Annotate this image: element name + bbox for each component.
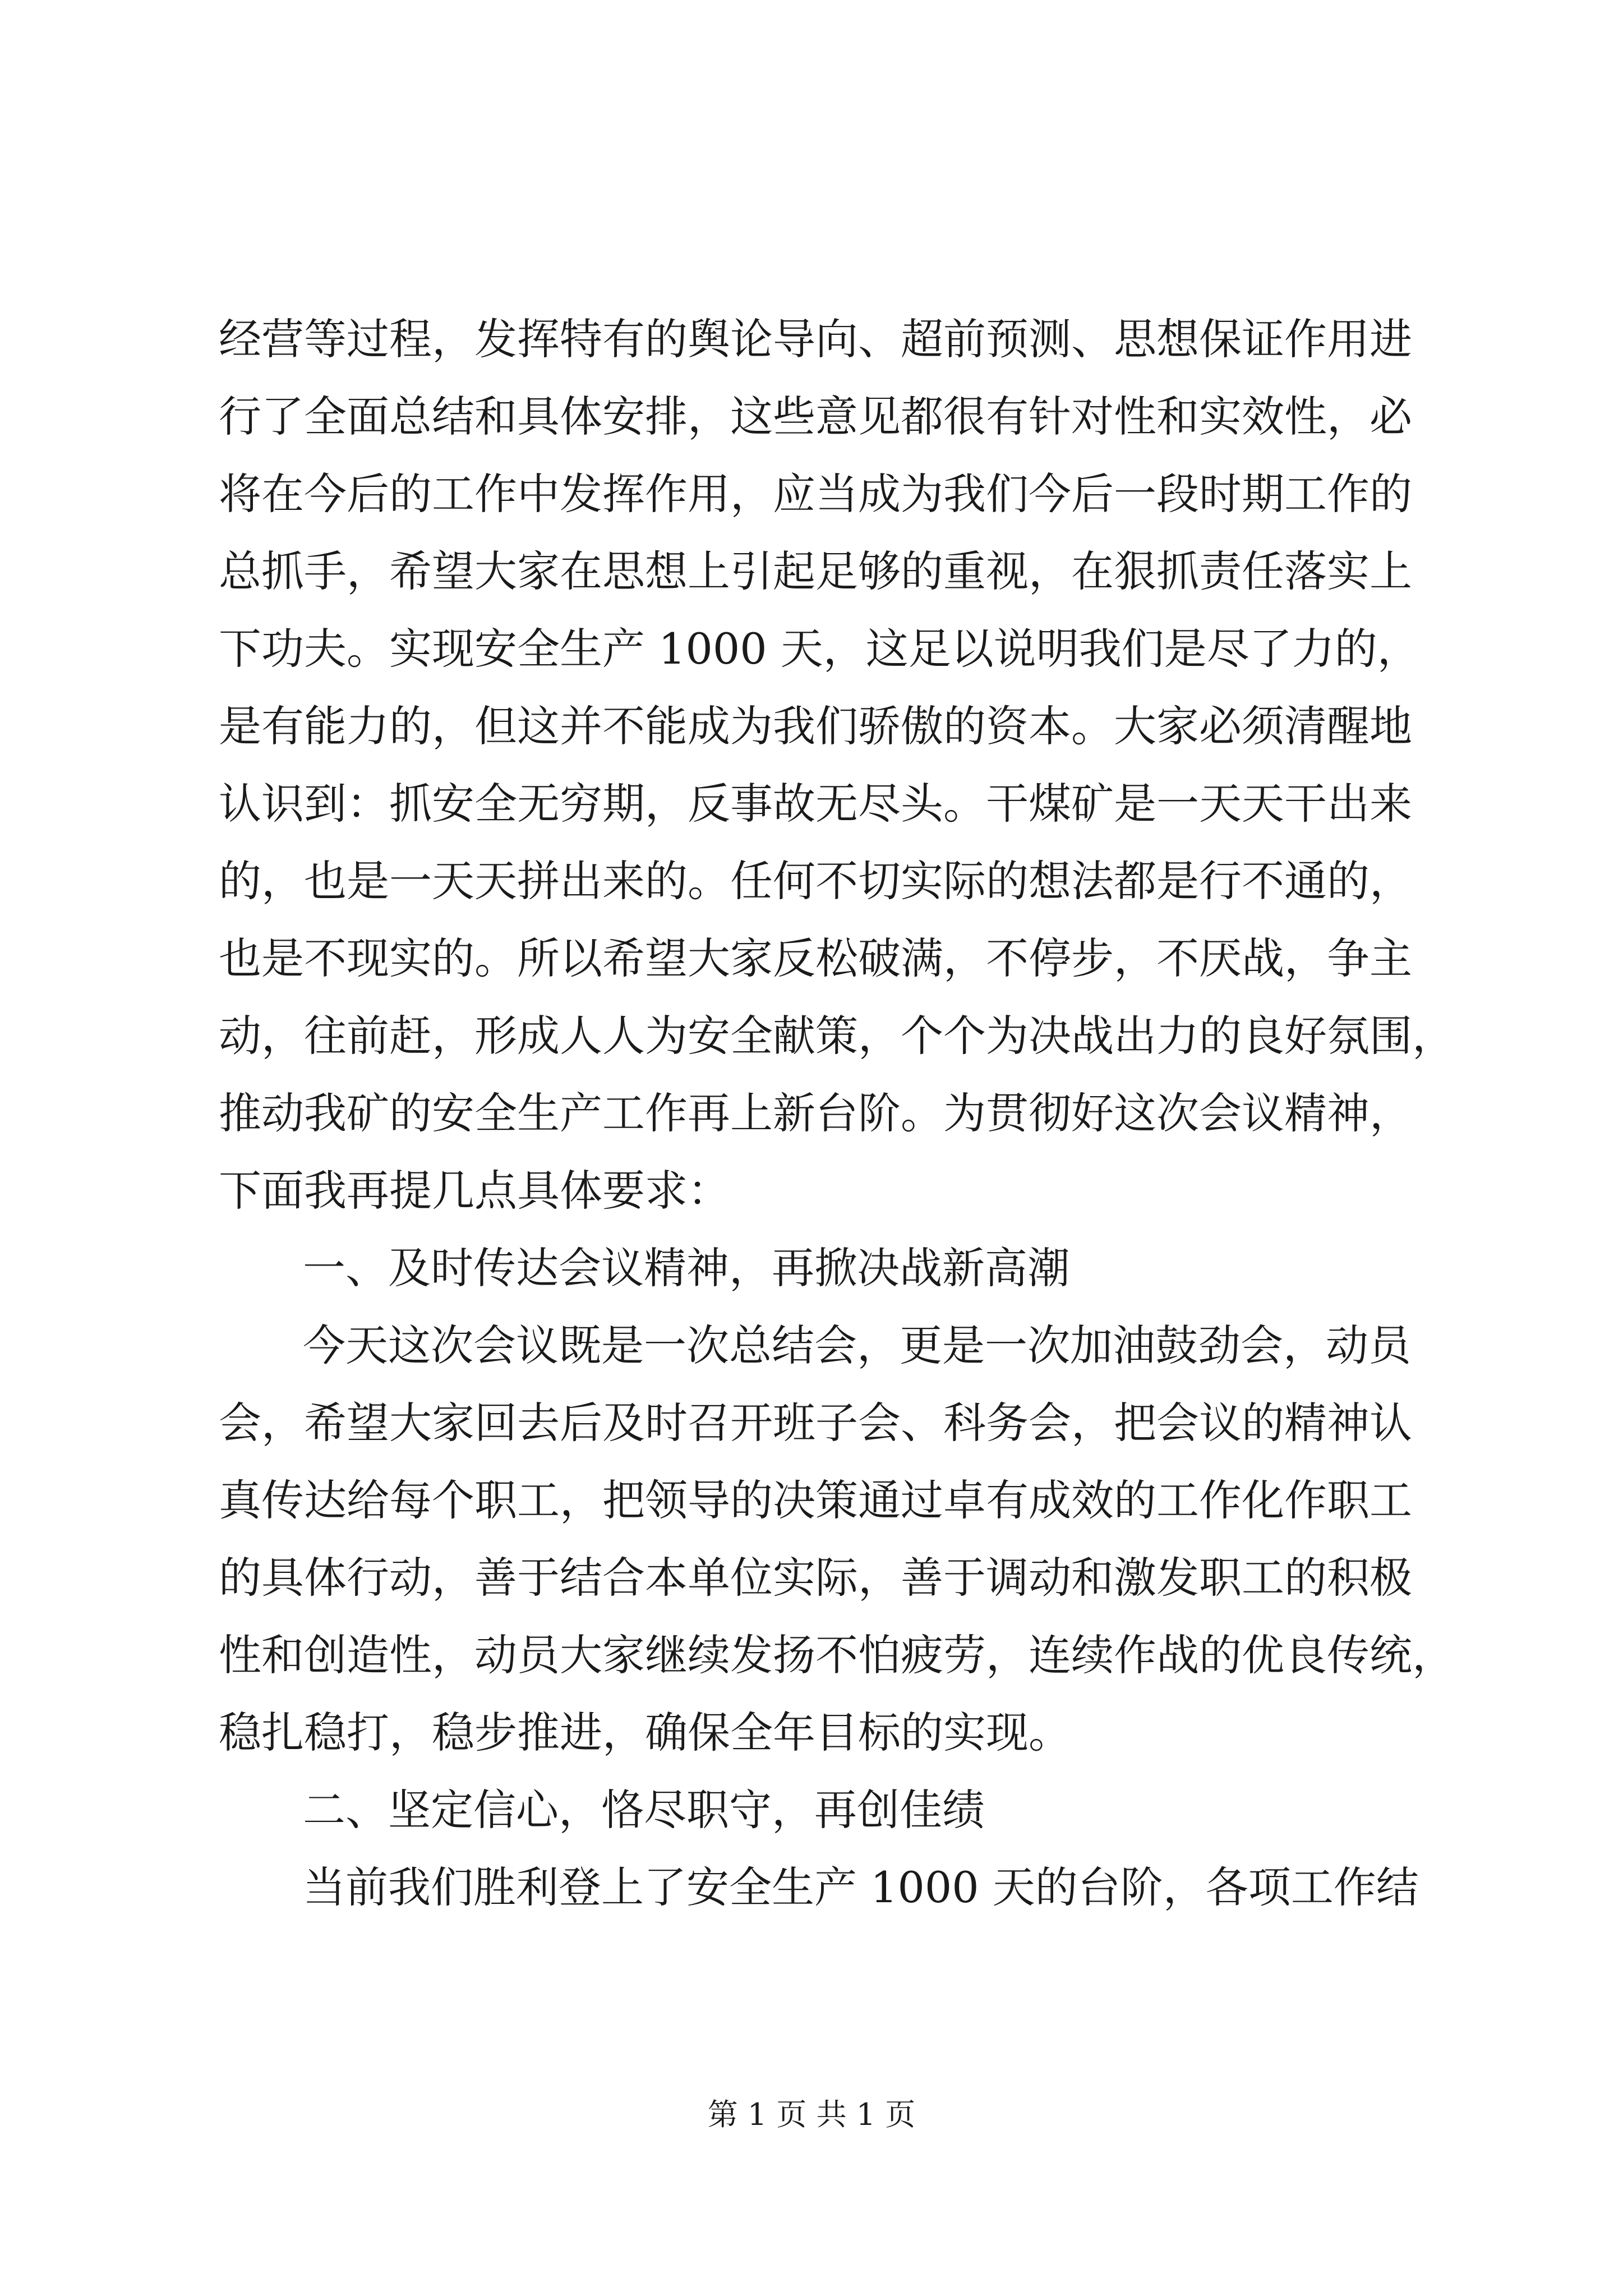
text-line: 将在今后的工作中发挥作用，应当成为我们今后一段时期工作的 xyxy=(219,469,1412,519)
text-line: 的具体行动，善于结合本单位实际，善于调动和激发职工的积极 xyxy=(219,1553,1412,1603)
text-line: 推动我矿的安全生产工作再上新台阶。为贯彻好这次会议精神， xyxy=(219,1088,1412,1138)
text-line: 行了全面总结和具体安排，这些意见都很有针对性和实效性，必 xyxy=(219,392,1412,441)
page-number-footer: 第 1 页 共 1 页 xyxy=(707,2097,916,2132)
text-line: 认识到：抓安全无穷期，反事故无尽头。干煤矿是一天天干出来 xyxy=(219,779,1412,829)
text-line: 经营等过程，发挥特有的舆论导向、超前预测、思想保证作用进 xyxy=(219,314,1412,364)
text-line: 性和创造性，动员大家继续发扬不怕疲劳，连续作战的优良传统， xyxy=(219,1630,1455,1680)
section-heading: 一、及时传达会议精神，再掀决战新高潮 xyxy=(303,1243,1070,1293)
text-line: 下功夫。实现安全生产 1000 天，这足以说明我们是尽了力的， xyxy=(219,624,1420,674)
paragraph-start: 今天这次会议既是一次总结会，更是一次加油鼓劲会，动员 xyxy=(303,1320,1411,1370)
text-line: 会，希望大家回去后及时召开班子会、科务会，把会议的精神认 xyxy=(219,1398,1412,1448)
text-line: 也是不现实的。所以希望大家反松破满，不停步，不厌战，争主 xyxy=(219,933,1412,983)
section-heading: 二、坚定信心，恪尽职守，再创佳绩 xyxy=(303,1785,985,1835)
text-line: 的，也是一天天拼出来的。任何不切实际的想法都是行不通的， xyxy=(219,856,1412,906)
text-line: 真传达给每个职工，把领导的决策通过卓有成效的工作化作职工 xyxy=(219,1475,1412,1525)
text-line: 稳扎稳打，稳步推进，确保全年目标的实现。 xyxy=(219,1708,1071,1757)
text-line: 下面我再提几点具体要求： xyxy=(219,1166,730,1216)
paragraph-start: 当前我们胜利登上了安全生产 1000 天的台阶，各项工作结 xyxy=(303,1862,1419,1912)
text-line: 总抓手，希望大家在思想上引起足够的重视，在狠抓责任落实上 xyxy=(219,546,1412,596)
text-line: 是有能力的，但这并不能成为我们骄傲的资本。大家必须清醒地 xyxy=(219,701,1412,751)
text-line: 动，往前赶，形成人人为安全献策，个个为决战出力的良好氛围， xyxy=(219,1011,1455,1061)
